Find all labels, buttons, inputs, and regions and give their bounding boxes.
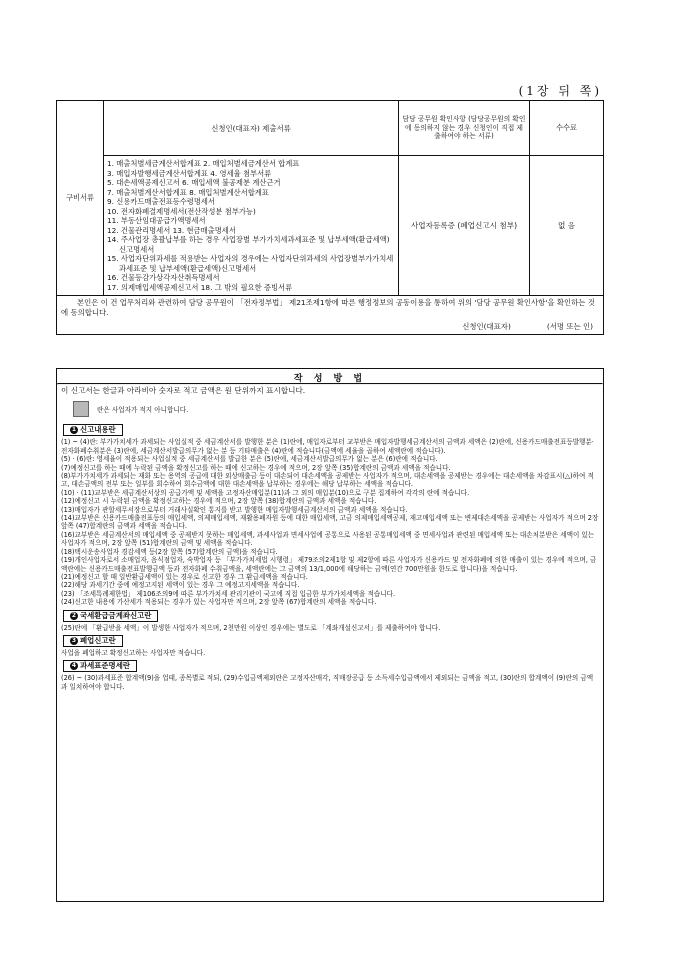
guide-line: (25)란에 「환급받을 세액」이 발생한 사업자가 적으며, 2천만원 이상인 경우에는 별도로 「계좌개설신고서」를 제출하여야 합니다. (61, 623, 441, 632)
guide-intro: 이 신고서는 한글과 아라비아 숫자로 적고 금액은 원 단위까지 표시합니다. (61, 386, 306, 395)
section-title: 국세환급금계좌신고란 (80, 610, 152, 620)
doc-item: 12. 건물관리명세서 13. 현금매출명세서 (107, 225, 236, 235)
doc-item: 10. 전자화폐결제명세서(전산작성분 첨부가능) (107, 206, 256, 216)
guide-line: (10) · (11)교부받은 세금계산서상의 공급가액 및 세액을 고정자산매입분(11)과 그 외의 매입분(10)으로 구분 집계하여 각각의 란에 적습니다. (61, 488, 470, 497)
guide-line: (13)매입자가 관할세무서장으로부터 거래사실확인 통지를 받고 발행한 매입자발행세금계산서의 금액과 세액을 적습니다. (61, 505, 408, 514)
doc-list (107, 157, 395, 294)
guide-line: (26) ~ (30)과세표준 합계액(9)을 업태, 종목별로 적되, (29)수입금액제외란은 고정자산매각, 직매장공급 등 소득세수입금액에서 제외되는 금액을 적고, (30)란의 합계액이 (9)란의 금액과 일치하여야 합니다. (61, 674, 594, 691)
gray-note: 란은 사업자가 적지 아니합니다. (97, 406, 189, 415)
section-number-icon: 4 (71, 662, 77, 670)
official-check-item: 사업자등록증 (폐업신고시 첨부) (399, 156, 530, 296)
guide-line: (7)예정신고를 하는 때에 누락된 금액을 확정신고를 하는 때에 신고하는 경우에 적으며, 2장 앞쪽 (35)합계란의 금액과 세액을 적습니다. (61, 463, 451, 472)
section-heading (63, 660, 137, 672)
gray-box-icon (73, 401, 89, 417)
doc-item: 7. 매출처별계산서합계표 8. 매입처별계산서합계표 (107, 187, 269, 197)
signature-row (61, 322, 599, 332)
doc-item: 1. 매출처별세금계산서합계표 2. 매입처별세금계산서 합계표 (107, 159, 300, 168)
guide-line: (21)예정신고 할 때 일반환급세액이 있는 경우로 신고한 경우 그 환급세액을 적습니다. (61, 572, 308, 581)
guide-line: (16)교부받은 세금계산서의 매입세액 중 공제받지 못하는 매입세액, 과세사업과 면세사업에 공통으로 사용된 공통매입세액 중 면세사업과 관련된 매입세액 또는 대손처분받은 세액이 있는 사업자가 적으며, 2장 앞쪽 (51)합계란의 금액 및 세액을 적습니다. (61, 530, 595, 548)
section-title: 신고내용란 (80, 425, 116, 435)
fee-value: 없 음 (530, 156, 604, 296)
doc-item: 14. 주사업장 총괄납부를 하는 경우 사업장별 부가가치세과세표준 및 납부세액(환급세액) 신고명세서 (107, 235, 390, 254)
guide-line: (14)교부받은 신용카드매출전표등의 매입세액, 의제매입세액, 재활용폐자원 등에 대한 매입세액, 고금 의제매입세액공제, 재고매입세액 또는 변제대손세액을 공제받는 사업자가 적으며 2장 앞쪽 (47)합계란의 금액과 세액을 적습니다. (61, 514, 599, 531)
section-heading (63, 610, 158, 622)
guide-line: (18)택시운송사업자 경감세액 등(2장 앞쪽 (57)합계란의 금액)을 적습니다. (61, 547, 278, 556)
required-documents-table (56, 100, 604, 335)
gray-note-row (73, 401, 603, 417)
doc-item: 15. 사업자단위과세를 적용받는 사업자의 경우에는 사업자단위과세의 사업장별부가가치세과세표준 및 납부세액(환급세액)신고명세서 (107, 254, 394, 273)
header-fee: 수수료 (530, 101, 604, 156)
consent-cell (57, 296, 604, 335)
doc-item: 11. 부동산임대공급가액명세서 (107, 216, 206, 225)
signature-label: 신청인(대표자) (462, 322, 511, 331)
doc-item: 9. 신용카드매출전표등수령명세서 (107, 197, 215, 206)
writing-guide (56, 368, 604, 902)
section-number-icon: 1 (71, 426, 77, 434)
guide-line: (12)예정신고 시 누락된 금액을 확정신고하는 경우에 적으며, 2장 앞쪽 (38)합계란의 금액과 세액을 적습니다. (61, 497, 377, 506)
guide-line: (24)신고한 내용에 가산세가 적용되는 경우가 있는 사업자만 적으며, 2장 앞쪽 (67)합계란의 세액을 적습니다. (61, 598, 377, 607)
doc-item: 17. 의제매입세액공제신고서 18. 그 밖의 필요한 증빙서류 (107, 282, 293, 292)
guide-title: 작 성 방 법 (293, 374, 367, 384)
guide-line: (5) · (6)란: 영세율이 적용되는 사업실적 중 세금계산서를 발급한 분은 (5)란에, 세금계산서발급의무가 없는 분은 (6)란에 적습니다. (61, 455, 438, 464)
page-label: (1장 뒤 쪽) (518, 84, 602, 98)
header-applicant-docs: 신청인(대표자) 제출서류 (104, 101, 399, 156)
gubun-label: 구비서류 (57, 101, 104, 296)
guide-line: (1) ~ (4)란: 부가가치세가 과세되는 사업실적 중 세금계산서를 발행한 분은 (1)란에, 매입자로부터 교부받은 매입자발행세금계산서의 금액과 세액은 (2)란에, 신용카드매출전표등발행분·전자화폐수취분은 (3)란에, 세금계산서발급의무가 없는 분 등 기타매출은 (4)란에 적습니다(금액에 세율을 곱하여 세액란에 적습니다). (61, 438, 594, 455)
guide-line: (19)개인사업자로서 소매업자, 음식점업자, 숙박업자 등 「부가가치세법 시행령」 제79조의2제1항 및 제2항에 따른 사업자가 신용카드 및 전자화폐에 의한 매출이 있는 경우에 적으며, 금액란에는 신용카드매출전표발행금액 등과 전자화폐 수취금액을, 세액란에는 그 금액의 13/1,000에 해당하는 금액(연간 700만원을 한도로 합니다)을 적습니다. (61, 556, 597, 573)
section-title: 과세표준명세란 (80, 661, 130, 671)
consent-text: 본인은 이 건 업무처리와 관련하여 담당 공무원이 「전자정부법」 제21조제1항에 따른 행정정보의 공동이용을 통하여 위의 '담당 공무원 확인사항'을 확인하는 것에 동의합니다. (61, 298, 595, 317)
section-number-icon: 2 (71, 611, 77, 619)
header-official-check: 담당 공무원 확인사항 (담당공무원의 확인에 동의하지 않는 경우 신청인이 직접 제출하여야 하는 서류) (399, 101, 530, 156)
guide-line: (22)해당 과세기간 중에 예정고지된 세액이 있는 경우 그 예정고지세액을 적습니다. (61, 581, 300, 590)
guide-line: 사업을 폐업하고 확정신고하는 사업자만 적습니다. (61, 648, 206, 657)
doc-item: 3. 매입자발행세금계산서합계표 4. 영세율 첨부서류 (107, 168, 272, 178)
doc-item: 5. 대손세액공제신고서 6. 매입세액 불공제분 계산근거 (107, 178, 281, 187)
guide-line: (8)부가가치세가 과세되는 재화 또는 용역의 공급에 대한 외상매출금 등이 대손되어 대손세액을 공제받는 사업자가 적으며, 대손세액을 공제받는 경우에는 대손세액을 차감표시(△)하여 적고, 대손금액의 전부 또는 일부를 회수하여 회수금액에 대한 대손세액을 납부하는 경우에는 해당 납부하는 세액을 적습니다. (61, 472, 594, 489)
section-title: 폐업신고란 (80, 635, 116, 645)
section-heading (63, 424, 123, 436)
signature-hint: (서명 또는 인) (546, 322, 593, 331)
section-heading (63, 635, 123, 647)
section-number-icon: 3 (71, 636, 77, 644)
doc-item: 16. 건물등감가상각자산취득명세서 (107, 273, 220, 282)
guide-line: (23) 「조세특례제한법」 제106조의9에 따른 부가가치세 관리기관이 국고에 직접 입금한 부가가치세액을 적습니다. (61, 589, 396, 598)
doc-list-cell (104, 156, 399, 296)
